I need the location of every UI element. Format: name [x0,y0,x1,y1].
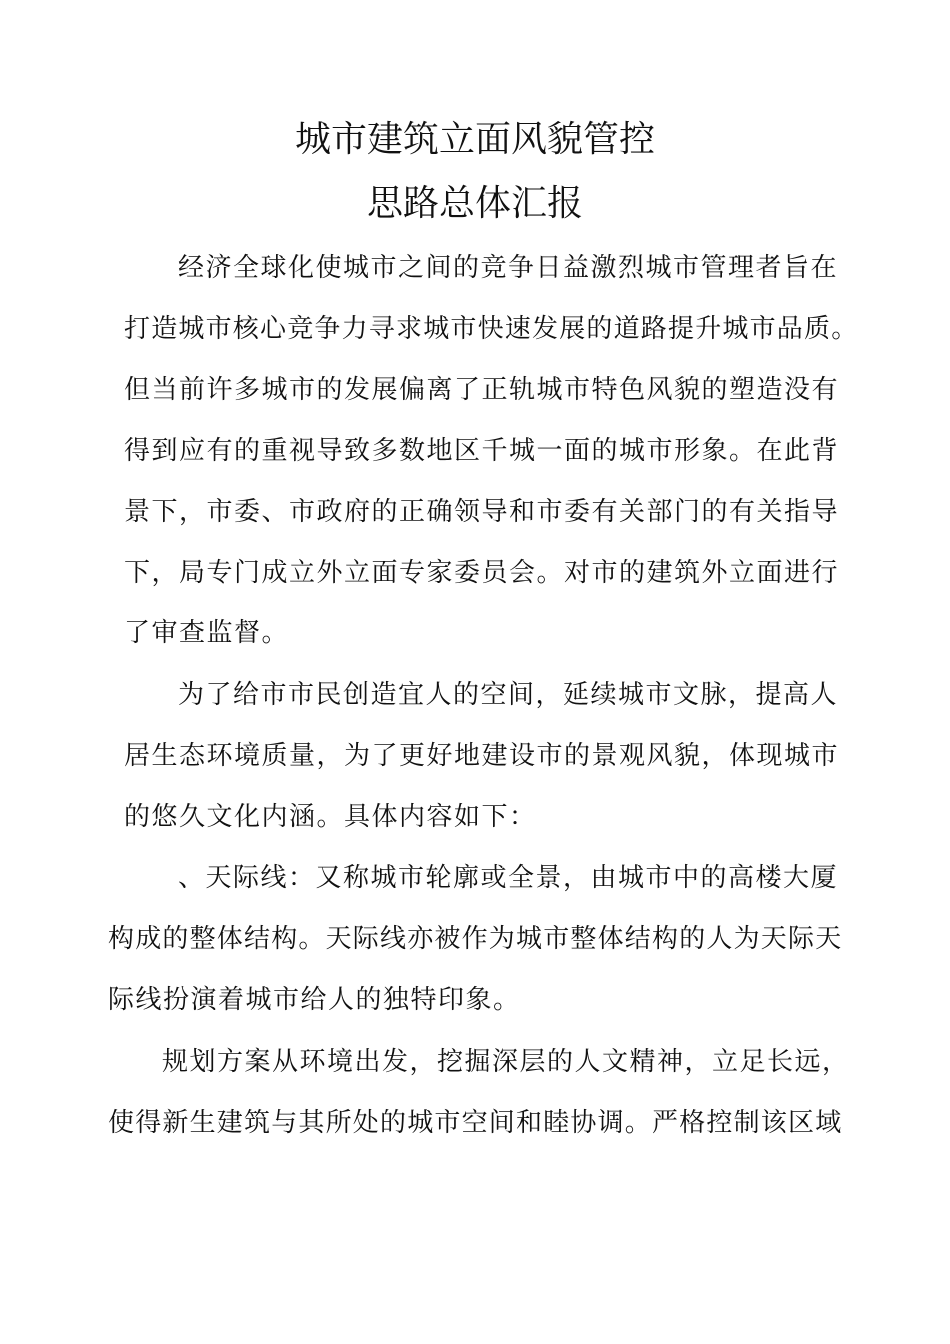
body-line: 、天际线：又称城市轮廓或全景，由城市中的高楼大厦 [178,863,839,893]
body-line: 规划方案从环境出发，挖掘深层的人文精神，立足长远， [162,1047,850,1077]
body-line: 经济全球化使城市之间的竞争日益激烈城市管理者旨在 [178,253,839,283]
body-line: 际线扮演着城市给人的独特印象。 [108,985,521,1015]
body-line: 使得新生建筑与其所处的城市空间和睦协调。严格控制该区域 [108,1108,843,1138]
body-line: 下，局专门成立外立面专家委员会。对市的建筑外立面进行 [124,558,840,588]
body-line: 构成的整体结构。天际线亦被作为城市整体结构的人为天际天 [108,924,843,954]
body-line: 景下，市委、市政府的正确领导和市委有关部门的有关指导 [124,497,840,527]
body-line: 了审查监督。 [124,618,290,648]
body-line: 打造城市核心竞争力寻求城市快速发展的道路提升城市品质。 [124,314,859,344]
body-line: 的悠久文化内涵。具体内容如下： [124,802,537,832]
document-title-line-2: 思路总体汇报 [366,183,583,224]
body-line: 得到应有的重视导致多数地区千城一面的城市形象。在此背 [124,436,840,466]
body-line: 但当前许多城市的发展偏离了正轨城市特色风貌的塑造没有 [124,375,840,405]
document-title-line-1: 城市建筑立面风貌管控 [294,119,655,160]
body-line: 为了给市市民创造宜人的空间，延续城市文脉，提高人 [178,680,839,710]
body-line: 居生态环境质量，为了更好地建设市的景观风貌，体现城市 [124,741,840,771]
